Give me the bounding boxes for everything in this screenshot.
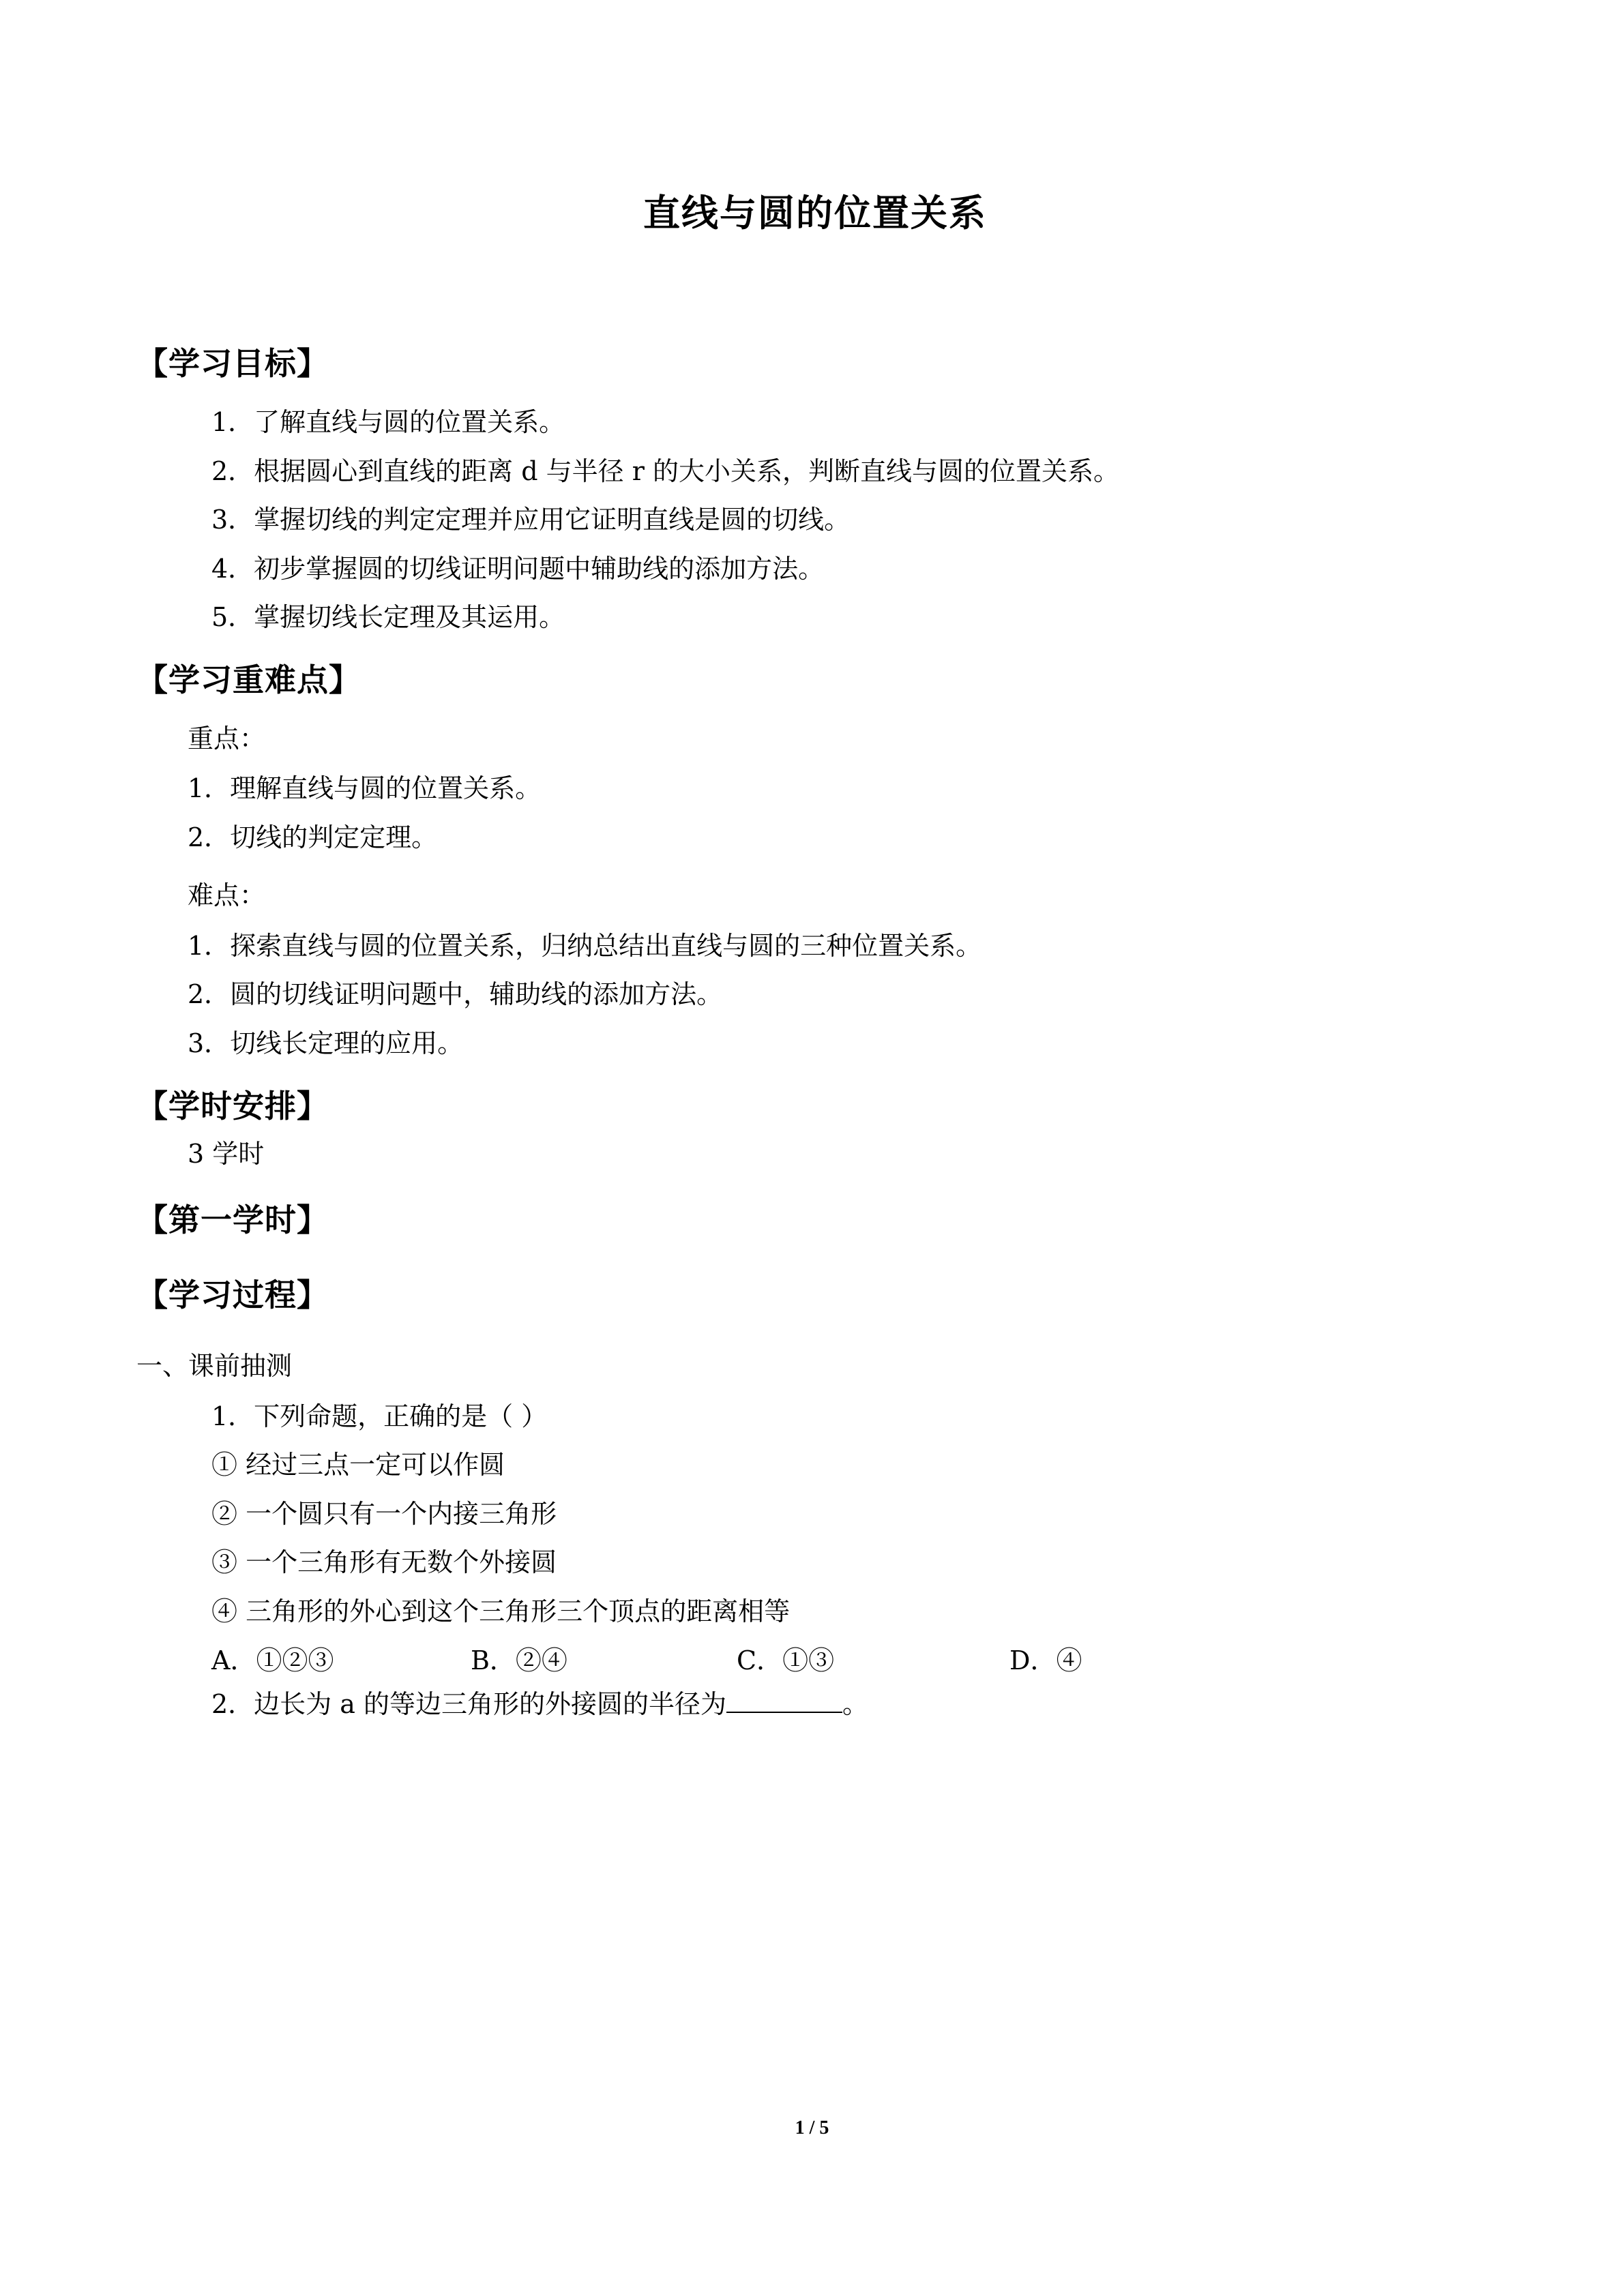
process-part-one-label: 一、课前抽测 — [136, 1351, 293, 1382]
page-title: 直线与圆的位置关系 — [643, 191, 987, 235]
question-1-option: ③ 一个三角形有无数个外接圆 — [211, 1547, 557, 1578]
process-heading: 【学习过程】 — [136, 1277, 329, 1314]
choice-b: B．②④ — [471, 1645, 567, 1676]
answer-blank[interactable] — [726, 1712, 842, 1713]
objectives-heading: 【学习目标】 — [136, 345, 329, 382]
list-item: 3．切线长定理的应用。 — [188, 1028, 464, 1059]
key-difficult-heading: 【学习重难点】 — [136, 661, 361, 698]
question-2-prefix: 2．边长为 a 的等边三角形的外接圆的半径为 — [211, 1689, 726, 1720]
question-1-option: ① 经过三点一定可以作圆 — [211, 1450, 505, 1480]
question-2-stem — [136, 1684, 1494, 1726]
difficult-points-list — [136, 925, 1494, 1065]
list-item: 2．根据圆心到直线的距离 d 与半径 r 的大小关系，判断直线与圆的位置关系。 — [211, 456, 1119, 486]
lesson-one-heading: 【第一学时】 — [136, 1202, 329, 1239]
list-item: 5．掌握切线长定理及其运用。 — [211, 602, 565, 633]
choice-d: D．④ — [1009, 1645, 1082, 1676]
question-1-choices — [136, 1639, 1494, 1677]
document-body — [136, 184, 1494, 1733]
schedule-value: 3 学时 — [188, 1138, 265, 1169]
section-schedule — [136, 1082, 1494, 1176]
key-points-label: 重点： — [188, 723, 266, 754]
schedule-heading: 【学时安排】 — [136, 1087, 329, 1124]
list-item: 4．初步掌握圆的切线证明问题中辅助线的添加方法。 — [211, 553, 825, 584]
objectives-list — [136, 402, 1494, 639]
question-1-option: ② 一个圆只有一个内接三角形 — [211, 1498, 557, 1529]
list-item: 2．圆的切线证明问题中，辅助线的添加方法。 — [188, 979, 723, 1010]
choice-a: A．①②③ — [211, 1645, 334, 1676]
question-1-option: ④ 三角形的外心到这个三角形三个顶点的距离相等 — [211, 1596, 791, 1626]
section-process — [136, 1270, 1494, 1726]
key-points-list — [136, 768, 1494, 859]
choice-c: C．①③ — [737, 1645, 835, 1676]
difficult-points-label: 难点： — [188, 880, 266, 911]
list-item: 1．了解直线与圆的位置关系。 — [211, 407, 565, 437]
section-objectives — [136, 339, 1494, 639]
question-1-stem: 1．下列命题，正确的是（ ） — [211, 1401, 548, 1431]
section-key-difficult — [136, 655, 1494, 1065]
list-item: 3．掌握切线的判定定理并应用它证明直线是圆的切线。 — [211, 505, 851, 535]
section-lesson-one — [136, 1195, 1494, 1240]
list-item: 1．理解直线与圆的位置关系。 — [188, 773, 542, 804]
list-item: 1．探索直线与圆的位置关系，归纳总结出直线与圆的三种位置关系。 — [188, 930, 982, 961]
question-2-suffix: 。 — [842, 1689, 869, 1720]
page-footer: 1 / 5 — [795, 2117, 829, 2138]
list-item: 2．切线的判定定理。 — [188, 822, 438, 852]
